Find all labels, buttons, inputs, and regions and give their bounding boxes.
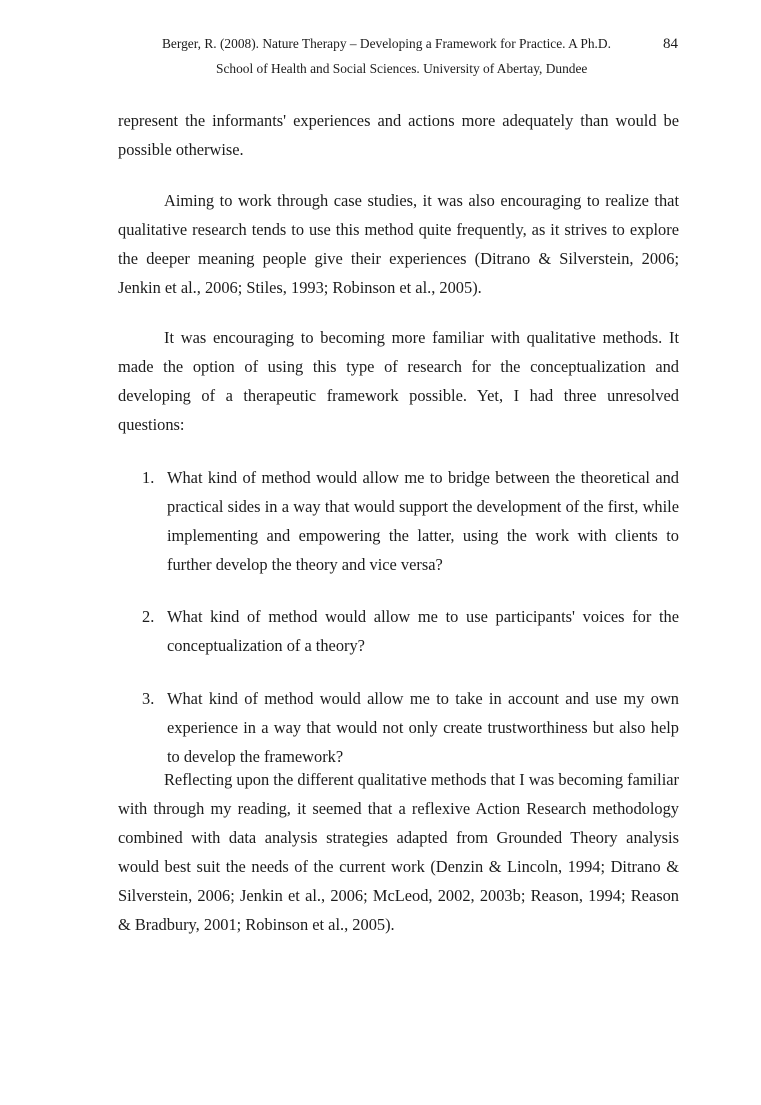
header-citation-line1: Berger, R. (2008). Nature Therapy – Developing a Framework for Practice. A Ph.D. — [162, 36, 611, 51]
question-text: What kind of method would allow me to use participants' voices for the conceptualization of a theory? — [167, 607, 679, 655]
header-citation-line2: School of Health and Social Sciences. University of Abertay, Dundee — [216, 61, 588, 76]
question-item-3 — [118, 684, 679, 771]
question-item-2 — [118, 602, 679, 660]
paragraph-methodology: Reflecting upon the different qualitative methods that I was becoming familiar with through my reading, it seemed that a reflexive Action Research methodology combined with data analysis strategies adapted from Grounded Theory analysis would best suit the needs of the current work (Denzin & Lincoln, 1994; Ditrano & Silverstein, 2006; Jenkin et al., 2006; McLeod, 2002, 2003b; Reason, 1994; Reason & Bradbury, 2001; Robinson et al., 2005). — [118, 770, 679, 934]
paragraph-continuation: represent the informants' experiences and actions more adequately than would be possible otherwise. — [118, 111, 679, 159]
paragraph-qualitative-methods: It was encouraging to becoming more familiar with qualitative methods. It made the option of using this type of research for the conceptualization and developing of a therapeutic framework possible. Yet, I had three unresolved questions: — [118, 328, 679, 434]
question-text: What kind of method would allow me to bridge between the theoretical and practical sides in a way that would support the development of the first, while implementing and empowering the latter, using the work with clients to further develop the theory and vice versa? — [167, 468, 679, 574]
question-item-1 — [118, 463, 679, 579]
question-number: 2. — [142, 607, 155, 626]
question-number: 3. — [142, 689, 155, 708]
question-number: 1. — [142, 468, 155, 487]
question-text: What kind of method would allow me to take in account and use my own experience in a way that would not only create trustworthiness but also help to develop the framework? — [167, 689, 679, 766]
paragraph-case-studies: Aiming to work through case studies, it was also encouraging to realize that qualitative research tends to use this method quite frequently, as it strives to explore the deeper meaning people give their experiences (Ditrano & Silverstein, 2006; Jenkin et al., 2006; Stiles, 1993; Robinson et al., 2005). — [118, 191, 679, 297]
page-number: 84 — [663, 36, 678, 52]
